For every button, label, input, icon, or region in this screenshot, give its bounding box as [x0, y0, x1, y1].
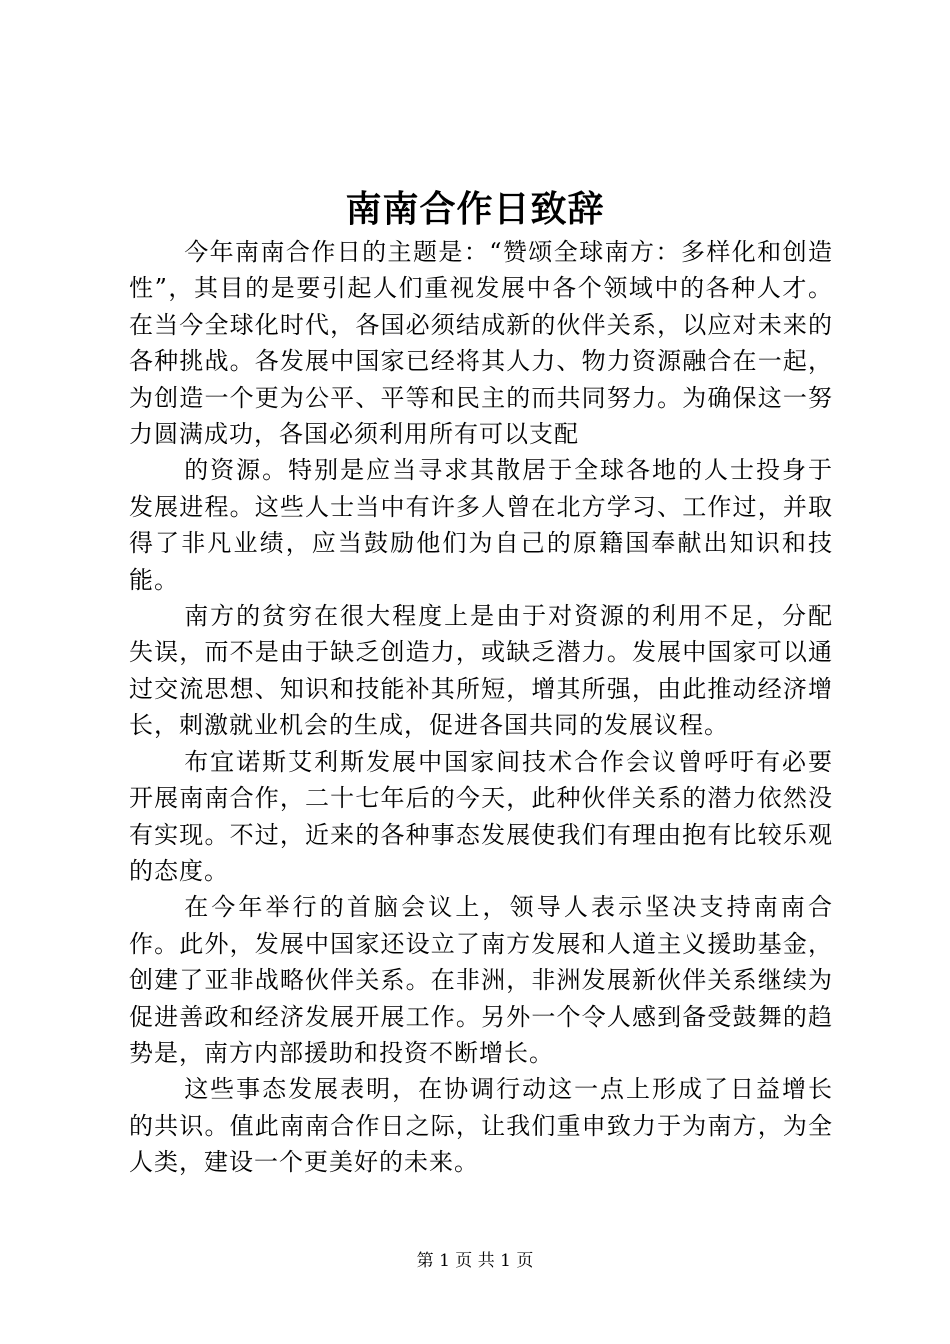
paragraph-3: 南方的贫穷在很大程度上是由于对资源的利用不足，分配失误，而不是由于缺乏创造力，或缺乏潜力。发展中国家可以通过交流思想、知识和技能补其所短，增其所强，由此推动经济增长，刺激就业机会的生成，促进各国共同的发展议程。	[129, 602, 833, 740]
document-body	[129, 234, 833, 1181]
paragraph-1: 今年南南合作日的主题是：“赞颂全球南方：多样化和创造性”，其目的是要引起人们重视发展中各个领域中的各种人才。在当今全球化时代，各国必须结成新的伙伴关系，以应对未来的各种挑战。各发展中国家已经将其人力、物力资源融合在一起，为创造一个更为公平、平等和民主的而共同努力。为确保这一努力圆满成功，各国必须利用所有可以支配	[129, 238, 833, 449]
paragraph-6: 这些事态发展表明，在协调行动这一点上形成了日益增长的共识。值此南南合作日之际，让我们重申致力于为南方，为全人类，建设一个更美好的未来。	[129, 1075, 833, 1177]
page-footer: 第 1 页 共 1 页	[416, 1251, 534, 1271]
paragraph-2: 的资源。特别是应当寻求其散居于全球各地的人士投身于发展进程。这些人士当中有许多人曾在北方学习、工作过，并取得了非凡业绩，应当鼓励他们为自己的原籍国奉献出知识和技能。	[129, 456, 833, 594]
paragraph-5: 在今年举行的首脑会议上，领导人表示坚决支持南南合作。此外，发展中国家还设立了南方发展和人道主义援助基金，创建了亚非战略伙伴关系。在非洲，非洲发展新伙伴关系继续为促进善政和经济发展开展工作。另外一个令人感到备受鼓舞的趋势是，南方内部援助和投资不断增长。	[129, 893, 833, 1067]
paragraph-4: 布宜诺斯艾利斯发展中国家间技术合作会议曾呼吁有必要开展南南合作，二十七年后的今天，此种伙伴关系的潜力依然没有实现。不过，近来的各种事态发展使我们有理由抱有比较乐观的态度。	[129, 747, 833, 885]
page-title: 南南合作日致辞	[345, 188, 605, 230]
